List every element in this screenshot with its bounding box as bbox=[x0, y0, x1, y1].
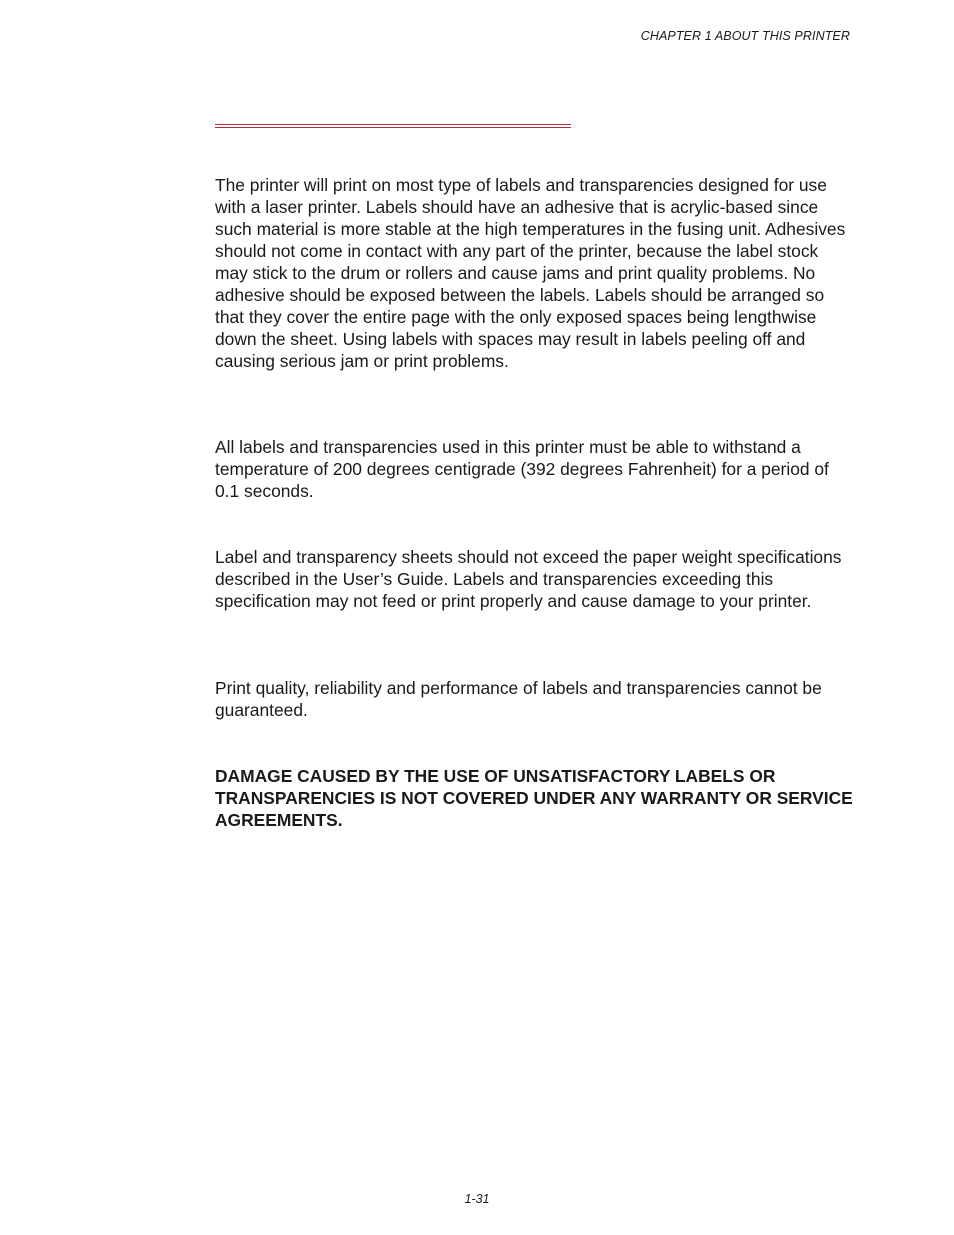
paragraph-quality-disclaimer: Print quality, reliability and performance of labels and transparencies cannot be guaranteed. bbox=[215, 678, 822, 720]
running-header: CHAPTER 1 ABOUT THIS PRINTER bbox=[640, 29, 850, 43]
paragraph-temperature: All labels and transparencies used in this printer must be able to withstand a temperature of 200 degrees centigrade (392 degrees Fahrenheit) for a period of 0.1 seconds. bbox=[215, 437, 829, 501]
paragraph-paper-weight: Label and transparency sheets should not exceed the paper weight specifications described in the User’s Guide. Labels and transparencies exceeding this specification may not feed or print properly and cause damage to your printer. bbox=[215, 547, 842, 611]
section-divider-rule bbox=[215, 124, 571, 128]
warranty-warning: DAMAGE CAUSED BY THE USE OF UNSATISFACTORY LABELS OR TRANSPARENCIES IS NOT COVERED UNDER ANY WARRANTY OR SERVICE AGREEMENTS. bbox=[215, 766, 853, 830]
paragraph-label-types: The printer will print on most type of labels and transparencies designed for use with a laser printer. Labels should have an adhesive that is acrylic-based since such material is more stable at the high temperatures in the fusing unit. Adhesives should not come in contact with any part of the printer, because the label stock may stick to the drum or rollers and cause jams and print quality problems. No adhesive should be exposed between the labels. Labels should be arranged so that they cover the entire page with the only exposed spaces being lengthwise down the sheet. Using labels with spaces may result in labels peeling off and causing serious jam or print problems. bbox=[215, 175, 846, 371]
page-number: 1-31 bbox=[464, 1192, 490, 1206]
